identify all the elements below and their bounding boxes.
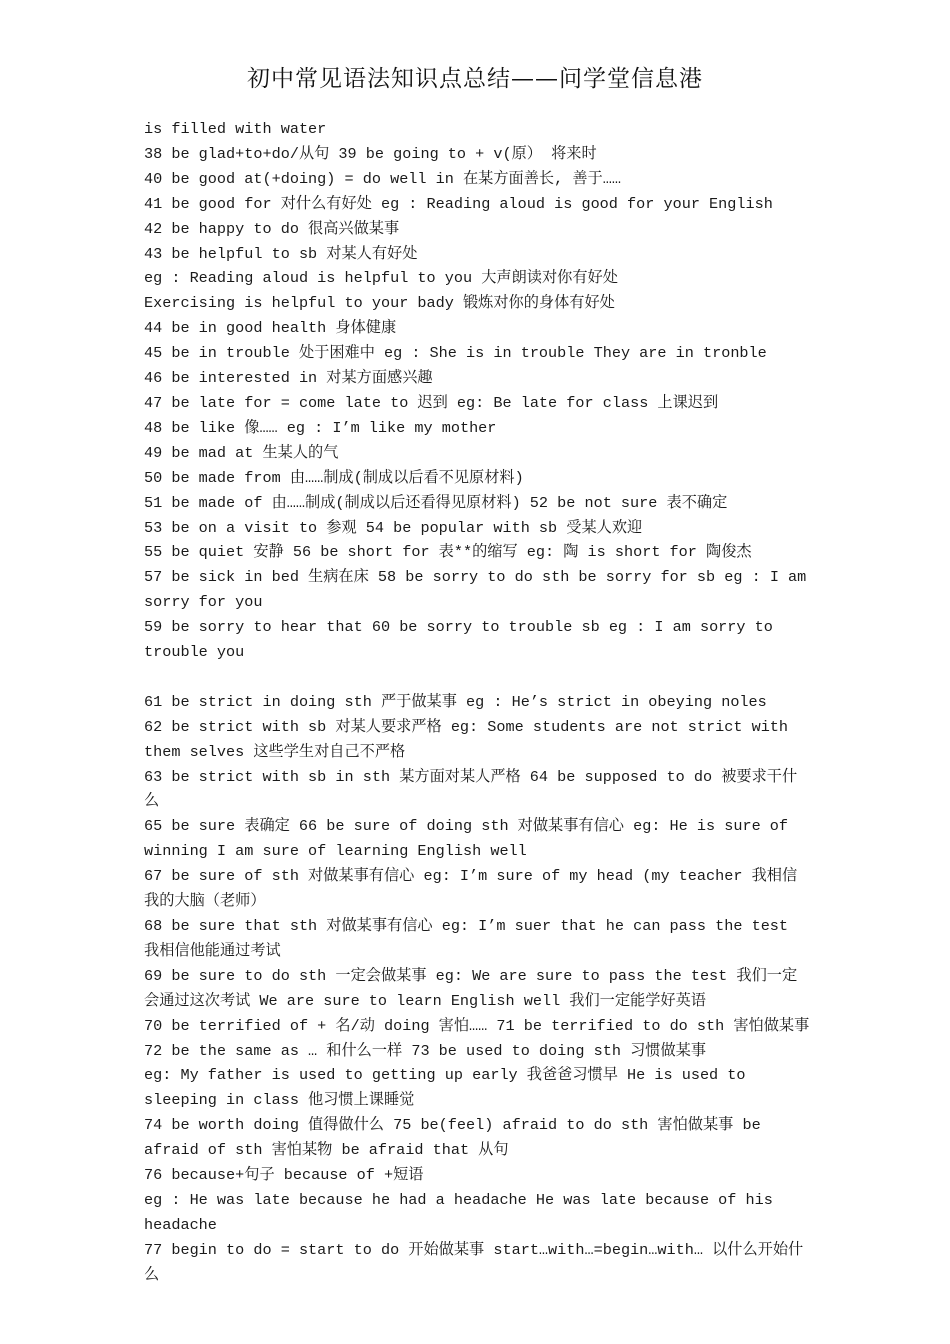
text-line: 46 be interested in 对某方面感兴趣 bbox=[144, 369, 433, 388]
text-line: 49 be mad at 生某人的气 bbox=[144, 443, 339, 462]
text-line: 43 be helpful to sb 对某人有好处 bbox=[144, 244, 418, 263]
text-line: 57 be sick in bed 生病在床 58 be sorry to do sth be sorry for sb eg : I am sorry for you bbox=[144, 568, 816, 612]
text-line: 67 be sure of sth 对做某事有信心 eg: I’m sure of my head (my teacher 我相信我的大脑（老师） bbox=[144, 867, 798, 911]
text-line: 50 be made from 由……制成(制成以后看不见原材料) bbox=[144, 468, 524, 487]
text-line: eg: My father is used to getting up early 我爸爸习惯早 He is used to sleeping in class 他习惯上课睡觉 bbox=[144, 1066, 755, 1110]
text-line: 61 be strict in doing sth 严于做某事 eg : He’s strict in obeying noles bbox=[144, 692, 767, 711]
text-line: 74 be worth doing 值得做什么 75 be(feel) afraid to do sth 害怕做某事 be afraid of sth 害怕某物 be afraid that 从句 bbox=[144, 1116, 770, 1160]
text-line: 45 be in trouble 处于困难中 eg : She is in trouble They are in tronble bbox=[144, 344, 767, 363]
text-line: 44 be in good health 身体健康 bbox=[144, 319, 397, 338]
text-line: 63 be strict with sb in sth 某方面对某人严格 64 be supposed to do 被要求干什么 bbox=[144, 767, 798, 811]
text-line: 51 be made of 由……制成(制成以后还看得见原材料) 52 be not sure 表不确定 bbox=[144, 493, 728, 512]
text-line: 72 be the same as … 和什么一样 73 be used to doing sth 习惯做某事 bbox=[144, 1041, 707, 1060]
text-line: 65 be sure 表确定 66 be sure of doing sth 对做某事有信心 eg: He is sure of winning I am sure of learning English well bbox=[144, 817, 798, 861]
text-line: 76 because+句子 because of +短语 bbox=[144, 1166, 424, 1185]
text-line: 53 be on a visit to 参观 54 be popular with sb 受某人欢迎 bbox=[144, 518, 643, 537]
text-line: 42 be happy to do 很高兴做某事 bbox=[144, 219, 400, 238]
text-line: 38 be glad+to+do/从句 39 be going to + v(原） 将来时 bbox=[144, 144, 597, 163]
text-line: 59 be sorry to hear that 60 be sorry to trouble sb eg : I am sorry to trouble you bbox=[144, 618, 782, 662]
text-line: 69 be sure to do sth 一定会做某事 eg: We are sure to pass the test 我们一定会通过这次考试 We are sure to learn English well 我们一定能学好英语 bbox=[144, 966, 798, 1010]
text-line: 62 be strict with sb 对某人要求严格 eg: Some students are not strict with them selves 这些学生对自己不严格 bbox=[144, 717, 798, 761]
text-line: 48 be like 像…… eg : I’m like my mother bbox=[144, 418, 497, 437]
text-line: 68 be sure that sth 对做某事有信心 eg: I’m suer that he can pass the test 我相信他能通过考试 bbox=[144, 916, 798, 960]
text-line: 40 be good at(+doing) = do well in 在某方面善长, 善于…… bbox=[144, 169, 621, 188]
text-line: 77 begin to do = start to do 开始做某事 start…with…=begin…with… 以什么开始什么 bbox=[144, 1240, 804, 1284]
page-title: 初中常见语法知识点总结——问学堂信息港 bbox=[247, 66, 703, 92]
text-line: eg : He was late because he had a headache He was late because of his headache bbox=[144, 1190, 782, 1234]
grammar-notes bbox=[144, 117, 816, 1288]
text-line: 41 be good for 对什么有好处 eg : Reading aloud is good for your English bbox=[144, 194, 773, 213]
text-line: is filled with water bbox=[144, 120, 327, 138]
text-line: Exercising is helpful to your bady 锻炼对你的身体有好处 bbox=[144, 294, 615, 313]
text-line: 70 be terrified of + 名/动 doing 害怕…… 71 be terrified to do sth 害怕做某事 bbox=[144, 1016, 810, 1035]
text-line: eg : Reading aloud is helpful to you 大声朗读对你有好处 bbox=[144, 269, 618, 288]
text-line: 55 be quiet 安静 56 be short for 表**的缩写 eg: 陶 is short for 陶俊杰 bbox=[144, 543, 752, 562]
text-line: 47 be late for = come late to 迟到 eg: Be late for class 上课迟到 bbox=[144, 393, 719, 412]
blank-line bbox=[144, 665, 810, 690]
